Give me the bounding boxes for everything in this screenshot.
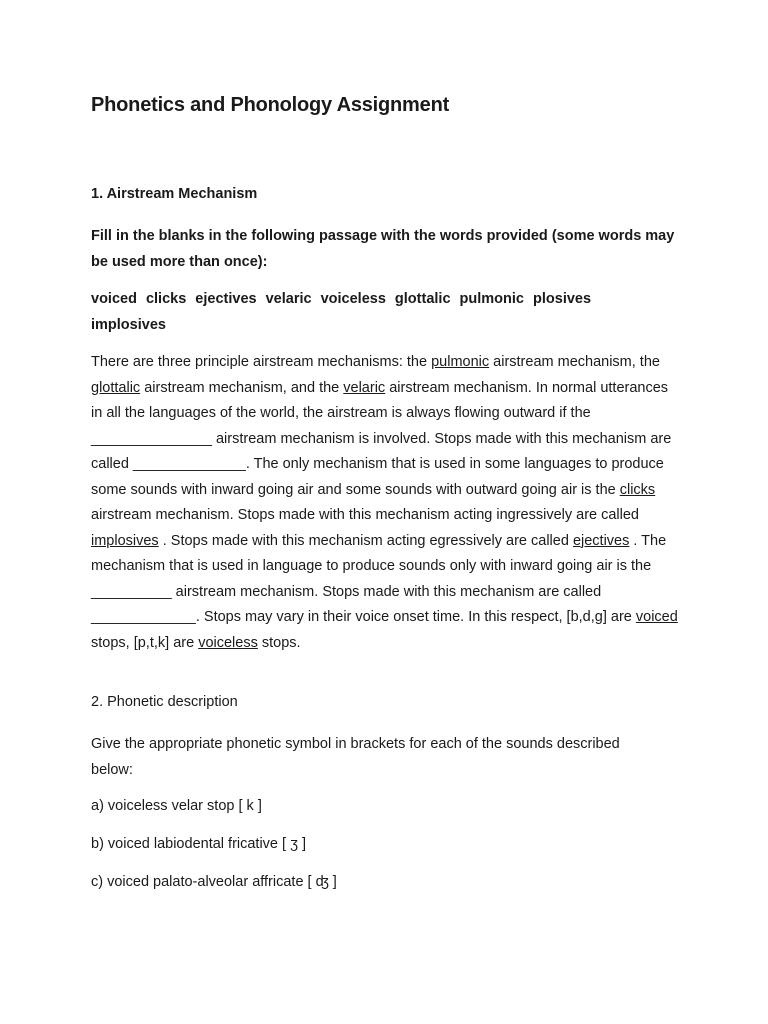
- list-item: a) voiceless velar stop [ k ]: [91, 798, 262, 814]
- phonetic-instructions: Give the appropriate phonetic symbol in brackets for each of the sounds described below:: [91, 736, 620, 778]
- passage-text: airstream mechanism. Stops made with this mechanism acting ingressively are called: [91, 507, 639, 523]
- answer-voiced: voiced: [635, 609, 678, 625]
- passage-text: airstream mechanism, the: [489, 354, 660, 370]
- answer-velaric: velaric: [343, 379, 386, 396]
- answer-voiceless: voiceless: [198, 634, 258, 651]
- word-bank: voiced clicks ejectives velaric voiceless glottalic pulmonic plosives implosives: [91, 291, 592, 333]
- list-item: b) voiced labiodental fricative [ ʒ ]: [91, 836, 307, 852]
- list-item: c) voiced palato-alveolar affricate [ ʤ ]: [91, 874, 337, 890]
- passage-text: stops.: [257, 634, 301, 651]
- page-title: Phonetics and Phonology Assignment: [91, 94, 450, 116]
- answer-pulmonic: pulmonic: [431, 354, 490, 370]
- passage-text: . The mechanism that is used in language to produce sounds only with inward going air is the __________ airstream mechanism. Stops made with this mechanism are called _____________. Stops may vary in their voice onset time. In this respect, [b,d,g] are: [91, 532, 667, 625]
- passage-text: There are three principle airstream mechanisms: the: [91, 354, 432, 370]
- answer-glottalic: glottalic: [91, 379, 141, 396]
- passage-text: airstream mechanism, and the: [140, 379, 344, 396]
- section-heading-airstream: 1. Airstream Mechanism: [91, 186, 258, 202]
- fill-in-passage: [91, 350, 681, 656]
- fill-in-instructions: Fill in the blanks in the following passage with the words provided (some words may be used more than once):: [91, 228, 675, 270]
- section-heading-phonetic-description: 2. Phonetic description: [91, 694, 238, 710]
- answer-implosives: implosives: [91, 532, 159, 549]
- answer-clicks: clicks: [619, 481, 656, 498]
- passage-text: . Stops made with this mechanism acting egressively are called: [158, 532, 573, 549]
- passage-text: airstream mechanism. In normal utterances in all the languages of the world, the airstream is always flowing outward if the _______________ airstream mechanism is involved. Stops made with this mechanism are called ______________. The only mechanism that is used in some languages to produce some sounds with inward going air and some sounds with outward going air is the: [91, 379, 672, 498]
- passage-text: stops, [p,t,k] are: [91, 634, 199, 651]
- answer-ejectives: ejectives: [572, 532, 630, 549]
